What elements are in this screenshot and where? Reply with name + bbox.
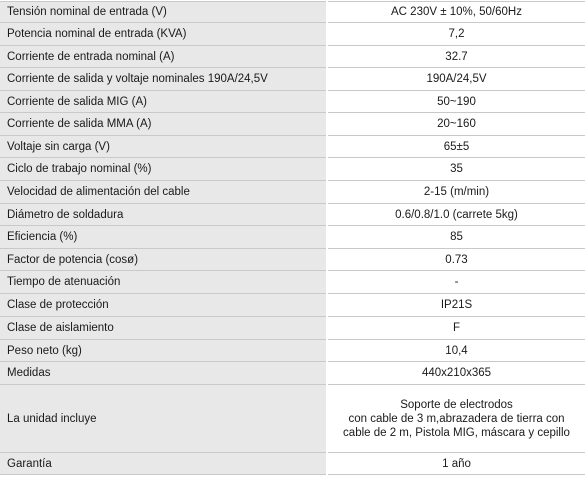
spec-value-cell: [327, 317, 585, 340]
spec-value-cell: [327, 68, 585, 91]
spec-value: 35: [450, 163, 463, 175]
spec-label: Diámetro de soldadura: [0, 204, 327, 226]
spec-value: F: [452, 322, 461, 334]
spec-value-cell: [327, 453, 585, 475]
spec-label: Velocidad de alimentación del cable: [0, 181, 327, 204]
spec-value: 1 año: [442, 457, 471, 470]
spec-value: 85: [450, 231, 463, 243]
spec-value-cell: [327, 113, 585, 136]
spec-label: Peso neto (kg): [0, 340, 327, 362]
spec-row: [0, 91, 585, 113]
spec-value-cell: [327, 46, 585, 68]
spec-value: 440x210x365: [421, 367, 492, 379]
spec-label: Factor de potencia (cosø): [0, 249, 327, 271]
spec-value: 0.6/0.8/1.0 (carrete 5kg): [395, 208, 518, 221]
spec-row: [0, 294, 585, 317]
spec-row: [0, 158, 585, 181]
spec-value-cell: [327, 158, 585, 181]
spec-label: Corriente de salida MMA (A): [0, 113, 327, 136]
spec-value-cell: [327, 181, 585, 204]
spec-row: [0, 317, 585, 340]
spec-row: [0, 204, 585, 226]
spec-label: Corriente de entrada nominal (A): [0, 46, 327, 68]
spec-row: [0, 2, 585, 23]
spec-value: 20~160: [437, 118, 476, 130]
spec-value: Soporte de electrodos con cable de 3 m,abrazadera de tierra con cable de 2 m, Pistola MIG, máscara y cepillo: [343, 398, 570, 439]
spec-row: [0, 181, 585, 204]
spec-row: [0, 453, 585, 475]
spec-value: 32.7: [445, 50, 468, 63]
spec-value: -: [454, 276, 459, 288]
spec-label: Voltaje sin carga (V): [0, 136, 327, 158]
spec-row: [0, 68, 585, 91]
spec-value: 0.73: [445, 253, 468, 266]
spec-value-cell: [327, 91, 585, 113]
spec-row: [0, 226, 585, 249]
spec-label: Eficiencia (%): [0, 226, 327, 249]
spec-row: [0, 136, 585, 158]
spec-row: [0, 385, 585, 453]
spec-row: [0, 113, 585, 136]
spec-value-cell: [327, 385, 585, 453]
spec-label: Corriente de salida y voltaje nominales 190A/24,5V: [0, 68, 327, 91]
spec-value-cell: [327, 226, 585, 249]
spec-value: 50~190: [437, 95, 476, 108]
spec-label: Clase de aislamiento: [0, 317, 327, 340]
spec-value: 10,4: [445, 344, 468, 357]
spec-label: Medidas: [0, 362, 327, 385]
spec-value: 7,2: [448, 28, 465, 40]
spec-row: [0, 249, 585, 271]
spec-value-cell: [327, 340, 585, 362]
specifications-table: [0, 1, 585, 475]
spec-value: IP21S: [440, 299, 473, 311]
spec-value-cell: [327, 271, 585, 294]
spec-label: Tiempo de atenuación: [0, 271, 327, 294]
spec-value-cell: [327, 294, 585, 317]
spec-label: La unidad incluye: [0, 385, 327, 453]
spec-row: [0, 46, 585, 68]
spec-label: Ciclo de trabajo nominal (%): [0, 158, 327, 181]
spec-label: Garantía: [0, 453, 327, 475]
spec-value-cell: [327, 204, 585, 226]
spec-value-cell: [327, 136, 585, 158]
spec-value: 190A/24,5V: [426, 73, 487, 85]
spec-value-cell: [327, 249, 585, 271]
spec-row: [0, 23, 585, 46]
spec-label: Potencia nominal de entrada (KVA): [0, 23, 327, 46]
spec-value-cell: [327, 362, 585, 385]
spec-value: 65±5: [443, 140, 470, 153]
spec-label: Tensión nominal de entrada (V): [0, 2, 327, 23]
spec-label: Clase de protección: [0, 294, 327, 317]
spec-row: [0, 271, 585, 294]
spec-label: Corriente de salida MIG (A): [0, 91, 327, 113]
spec-row: [0, 362, 585, 385]
spec-value-cell: [327, 23, 585, 46]
spec-value: 2-15 (m/min): [423, 186, 490, 198]
spec-value-cell: [327, 2, 585, 23]
spec-value: AC 230V ± 10%, 50/60Hz: [391, 6, 522, 18]
spec-row: [0, 340, 585, 362]
